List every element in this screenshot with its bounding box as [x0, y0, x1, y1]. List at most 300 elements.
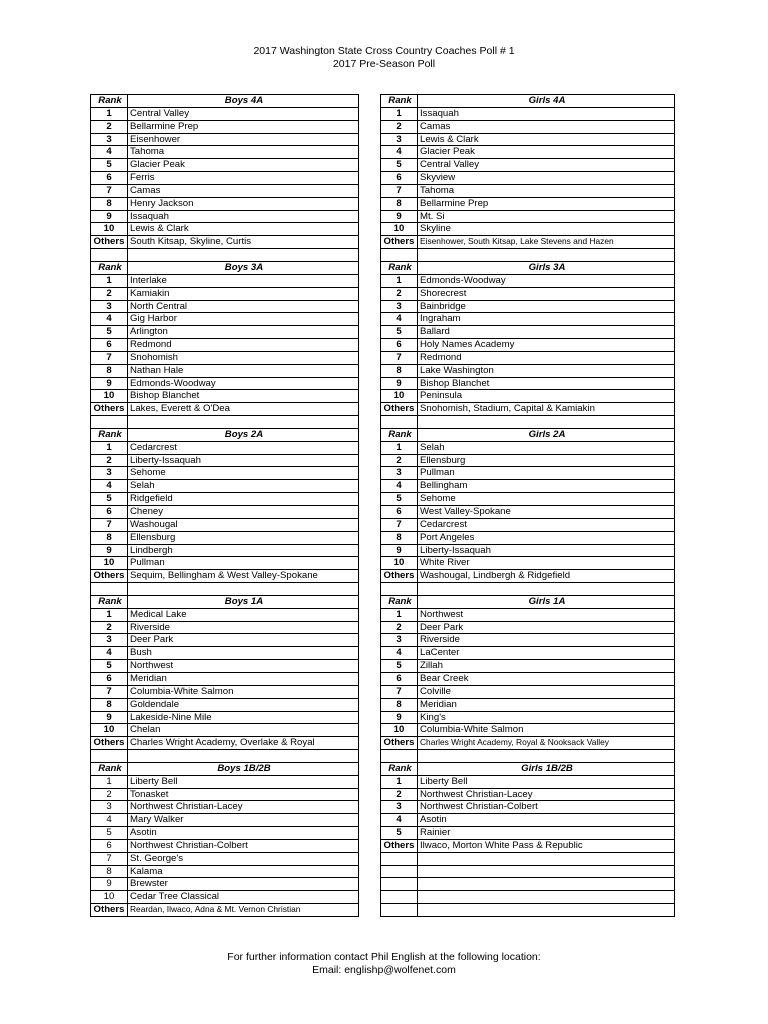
team-row	[91, 878, 359, 891]
team-row	[91, 608, 359, 621]
team-name: Lewis & Clark	[418, 133, 675, 146]
rank-number: 8	[91, 698, 128, 711]
rank-number: 10	[381, 223, 418, 236]
rank-number: 4	[91, 814, 128, 827]
others-teams: Snohomish, Stadium, Capital & Kamiakin	[418, 403, 675, 416]
rank-number: 5	[381, 159, 418, 172]
rank-number: 5	[381, 660, 418, 673]
team-row	[381, 531, 675, 544]
team-row	[381, 634, 675, 647]
others-label: Others	[381, 737, 418, 750]
team-row	[91, 634, 359, 647]
rank-number: 7	[91, 852, 128, 865]
team-name: Gig Harbor	[128, 313, 359, 326]
rank-number: 1	[381, 441, 418, 454]
team-row	[381, 197, 675, 210]
team-row	[91, 300, 359, 313]
section-spacer	[91, 249, 359, 262]
team-name: Riverside	[418, 634, 675, 647]
others-label: Others	[381, 839, 418, 852]
team-name: Chelan	[128, 724, 359, 737]
team-name: Central Valley	[418, 159, 675, 172]
others-teams: Ilwaco, Morton White Pass & Republic	[418, 839, 675, 852]
section-spacer	[381, 750, 675, 763]
rank-number: 7	[381, 685, 418, 698]
empty-row	[381, 891, 675, 904]
team-name: Peninsula	[418, 390, 675, 403]
team-row	[381, 300, 675, 313]
team-row	[91, 480, 359, 493]
team-row	[381, 223, 675, 236]
others-teams: Charles Wright Academy, Royal & Nooksack Valley	[418, 737, 675, 750]
rank-number: 4	[381, 647, 418, 660]
rank-number: 10	[91, 223, 128, 236]
rank-number: 4	[381, 146, 418, 159]
rank-number: 1	[381, 274, 418, 287]
rank-number: 6	[91, 339, 128, 352]
team-row	[381, 107, 675, 120]
team-name: Tonasket	[128, 788, 359, 801]
team-row	[381, 506, 675, 519]
rank-number: 10	[91, 724, 128, 737]
team-row	[381, 339, 675, 352]
others-label: Others	[91, 904, 128, 917]
rank-header: Rank	[91, 762, 128, 775]
rank-number: 6	[91, 672, 128, 685]
team-row	[91, 801, 359, 814]
team-name: Lewis & Clark	[128, 223, 359, 236]
others-teams: Eisenhower, South Kitsap, Lake Stevens and Hazen	[418, 236, 675, 249]
team-row	[381, 724, 675, 737]
division-title: Boys 1B/2B	[128, 762, 359, 775]
team-name: Bellarmine Prep	[128, 120, 359, 133]
others-row	[381, 236, 675, 249]
section-spacer	[91, 750, 359, 763]
team-row	[91, 544, 359, 557]
rank-number: 1	[381, 608, 418, 621]
rank-number: 7	[91, 685, 128, 698]
rank-number: 3	[381, 467, 418, 480]
team-row	[381, 326, 675, 339]
team-row	[381, 364, 675, 377]
team-name: Lindbergh	[128, 544, 359, 557]
team-row	[91, 172, 359, 185]
team-name: Deer Park	[128, 634, 359, 647]
team-name: Redmond	[128, 339, 359, 352]
rank-number: 6	[381, 506, 418, 519]
team-row	[91, 133, 359, 146]
team-row	[91, 557, 359, 570]
others-row	[381, 570, 675, 583]
team-name: Lake Washington	[418, 364, 675, 377]
team-row	[91, 865, 359, 878]
rank-number: 8	[91, 364, 128, 377]
team-name: Columbia-White Salmon	[128, 685, 359, 698]
division-title: Boys 4A	[128, 95, 359, 108]
rank-header: Rank	[381, 261, 418, 274]
team-name: Tahoma	[418, 184, 675, 197]
team-name: Northwest	[128, 660, 359, 673]
team-name: Henry Jackson	[128, 197, 359, 210]
team-row	[91, 814, 359, 827]
team-name: Redmond	[418, 351, 675, 364]
rank-number: 2	[91, 621, 128, 634]
others-row	[381, 737, 675, 750]
team-row	[91, 531, 359, 544]
division-title: Girls 2A	[418, 428, 675, 441]
section-header	[91, 95, 359, 108]
rank-header: Rank	[381, 595, 418, 608]
rank-number: 9	[381, 711, 418, 724]
team-row	[381, 685, 675, 698]
team-name: Issaquah	[128, 210, 359, 223]
team-name: Northwest Christian-Lacey	[418, 788, 675, 801]
team-row	[91, 621, 359, 634]
division-title: Boys 1A	[128, 595, 359, 608]
others-row	[381, 839, 675, 852]
rank-number: 3	[91, 133, 128, 146]
page-title: 2017 Washington State Cross Country Coaches Poll # 1	[253, 45, 515, 57]
rank-number: 5	[91, 159, 128, 172]
rank-number: 9	[91, 544, 128, 557]
rank-header: Rank	[381, 95, 418, 108]
team-name: Ferris	[128, 172, 359, 185]
team-name: Zillah	[418, 660, 675, 673]
section-header	[91, 428, 359, 441]
rank-number: 2	[91, 120, 128, 133]
team-name: Kalama	[128, 865, 359, 878]
team-name: Pullman	[128, 557, 359, 570]
team-name: Columbia-White Salmon	[418, 724, 675, 737]
team-row	[91, 493, 359, 506]
rank-number: 9	[381, 210, 418, 223]
team-row	[381, 184, 675, 197]
team-name: King's	[418, 711, 675, 724]
team-row	[91, 685, 359, 698]
rank-number: 5	[381, 493, 418, 506]
team-row	[381, 454, 675, 467]
rank-number: 8	[91, 197, 128, 210]
team-name: Camas	[418, 120, 675, 133]
team-name: Bishop Blanchet	[128, 390, 359, 403]
section-spacer	[381, 583, 675, 596]
team-name: Northwest Christian-Colbert	[128, 839, 359, 852]
section-spacer	[91, 583, 359, 596]
rank-number: 5	[91, 326, 128, 339]
section-header	[381, 762, 675, 775]
team-row	[91, 326, 359, 339]
team-row	[381, 441, 675, 454]
rank-number: 4	[91, 647, 128, 660]
rank-header: Rank	[91, 428, 128, 441]
section-spacer	[381, 249, 675, 262]
team-name: Medical Lake	[128, 608, 359, 621]
rank-number: 7	[91, 351, 128, 364]
team-row	[381, 557, 675, 570]
rank-number: 6	[91, 839, 128, 852]
team-name: White River	[418, 557, 675, 570]
others-label: Others	[91, 236, 128, 249]
team-name: Washougal	[128, 518, 359, 531]
rank-header: Rank	[381, 762, 418, 775]
team-row	[91, 724, 359, 737]
others-teams: Sequim, Bellingham & West Valley-Spokane	[128, 570, 359, 583]
others-label: Others	[91, 737, 128, 750]
team-row	[381, 133, 675, 146]
rank-number: 2	[381, 120, 418, 133]
team-row	[381, 660, 675, 673]
rank-number: 3	[381, 634, 418, 647]
division-title: Girls 1B/2B	[418, 762, 675, 775]
empty-row	[381, 852, 675, 865]
rank-number: 5	[91, 493, 128, 506]
rank-number: 8	[381, 197, 418, 210]
team-name: Mt. Si	[418, 210, 675, 223]
team-row	[381, 172, 675, 185]
boys-poll-table	[90, 94, 359, 917]
team-name: Liberty-Issaquah	[128, 454, 359, 467]
team-name: Ballard	[418, 326, 675, 339]
team-row	[381, 647, 675, 660]
rank-number: 9	[381, 544, 418, 557]
team-name: Brewster	[128, 878, 359, 891]
rank-number: 7	[381, 351, 418, 364]
rank-number: 3	[91, 801, 128, 814]
team-name: Rainier	[418, 827, 675, 840]
team-name: Liberty-Issaquah	[418, 544, 675, 557]
team-name: North Central	[128, 300, 359, 313]
team-row	[91, 672, 359, 685]
team-row	[381, 608, 675, 621]
team-name: Cedarcrest	[418, 518, 675, 531]
rank-number: 3	[381, 300, 418, 313]
rank-number: 1	[91, 441, 128, 454]
rank-number: 4	[91, 146, 128, 159]
team-row	[91, 120, 359, 133]
team-row	[381, 351, 675, 364]
team-name: Central Valley	[128, 107, 359, 120]
team-row	[91, 287, 359, 300]
team-name: Bishop Blanchet	[418, 377, 675, 390]
team-name: Ingraham	[418, 313, 675, 326]
section-spacer	[381, 416, 675, 429]
team-name: Ellensburg	[418, 454, 675, 467]
team-row	[381, 210, 675, 223]
team-row	[91, 891, 359, 904]
team-row	[381, 788, 675, 801]
rank-number: 10	[91, 557, 128, 570]
team-row	[91, 454, 359, 467]
rank-number: 3	[381, 801, 418, 814]
team-row	[381, 801, 675, 814]
rank-number: 8	[381, 698, 418, 711]
team-row	[381, 711, 675, 724]
rank-number: 9	[91, 210, 128, 223]
footer-email: Email: englishp@wolfenet.com	[312, 964, 456, 976]
others-label: Others	[91, 570, 128, 583]
rank-header: Rank	[381, 428, 418, 441]
division-title: Boys 2A	[128, 428, 359, 441]
team-row	[91, 159, 359, 172]
empty-row	[381, 865, 675, 878]
team-name: Liberty Bell	[128, 775, 359, 788]
rank-number: 1	[381, 107, 418, 120]
rank-number: 10	[91, 891, 128, 904]
team-row	[91, 827, 359, 840]
team-row	[381, 775, 675, 788]
rank-number: 2	[381, 621, 418, 634]
team-row	[91, 351, 359, 364]
others-teams: Reardan, Ilwaco, Adna & Mt. Vernon Christian	[128, 904, 359, 917]
rank-number: 4	[91, 313, 128, 326]
team-row	[381, 313, 675, 326]
team-row	[91, 506, 359, 519]
team-row	[381, 480, 675, 493]
team-row	[91, 146, 359, 159]
team-row	[381, 120, 675, 133]
rank-number: 6	[91, 506, 128, 519]
team-name: Bellingham	[418, 480, 675, 493]
others-teams: Lakes, Everett & O'Dea	[128, 403, 359, 416]
rank-number: 7	[91, 518, 128, 531]
rank-number: 4	[381, 814, 418, 827]
rank-number: 2	[381, 287, 418, 300]
team-name: Kamiakin	[128, 287, 359, 300]
rank-number: 6	[381, 339, 418, 352]
team-row	[381, 518, 675, 531]
team-row	[91, 107, 359, 120]
team-name: Mary Walker	[128, 814, 359, 827]
division-title: Girls 1A	[418, 595, 675, 608]
team-name: Ellensburg	[128, 531, 359, 544]
team-row	[91, 660, 359, 673]
division-title: Girls 3A	[418, 261, 675, 274]
rank-number: 2	[381, 788, 418, 801]
rank-header: Rank	[91, 261, 128, 274]
rank-number: 8	[381, 364, 418, 377]
rank-number: 9	[91, 878, 128, 891]
team-name: Ridgefield	[128, 493, 359, 506]
section-header	[91, 762, 359, 775]
team-name: Asotin	[418, 814, 675, 827]
rank-number: 3	[91, 467, 128, 480]
team-row	[381, 621, 675, 634]
rank-number: 5	[91, 827, 128, 840]
team-name: Eisenhower	[128, 133, 359, 146]
empty-row	[381, 904, 675, 917]
team-row	[381, 814, 675, 827]
team-row	[381, 377, 675, 390]
rank-number: 2	[381, 454, 418, 467]
team-row	[91, 698, 359, 711]
rank-number: 3	[91, 300, 128, 313]
rank-number: 7	[381, 518, 418, 531]
rank-number: 1	[91, 775, 128, 788]
rank-number: 2	[91, 788, 128, 801]
team-name: St. George's	[128, 852, 359, 865]
rank-number: 6	[381, 172, 418, 185]
team-name: Skyview	[418, 172, 675, 185]
page-subtitle: 2017 Pre-Season Poll	[332, 58, 436, 70]
team-name: Cedar Tree Classical	[128, 891, 359, 904]
rank-number: 5	[381, 827, 418, 840]
rank-number: 7	[381, 184, 418, 197]
section-header	[381, 95, 675, 108]
team-name: Northwest Christian-Lacey	[128, 801, 359, 814]
rank-number: 8	[91, 531, 128, 544]
others-label: Others	[381, 403, 418, 416]
team-name: Deer Park	[418, 621, 675, 634]
team-name: Holy Names Academy	[418, 339, 675, 352]
team-row	[91, 467, 359, 480]
division-title: Girls 4A	[418, 95, 675, 108]
team-name: West Valley-Spokane	[418, 506, 675, 519]
team-row	[381, 274, 675, 287]
team-row	[381, 827, 675, 840]
others-row	[91, 904, 359, 917]
team-name: Port Angeles	[418, 531, 675, 544]
rank-header: Rank	[91, 95, 128, 108]
rank-number: 2	[91, 454, 128, 467]
others-label: Others	[381, 570, 418, 583]
section-spacer	[91, 416, 359, 429]
rank-number: 10	[91, 390, 128, 403]
team-name: Issaquah	[418, 107, 675, 120]
rank-number: 1	[91, 107, 128, 120]
team-row	[91, 390, 359, 403]
team-name: Goldendale	[128, 698, 359, 711]
team-row	[91, 839, 359, 852]
section-header	[91, 595, 359, 608]
others-row	[381, 403, 675, 416]
team-row	[91, 223, 359, 236]
team-name: Cedarcrest	[128, 441, 359, 454]
girls-poll-table	[380, 94, 675, 917]
rank-number: 5	[381, 326, 418, 339]
team-name: Sehome	[418, 493, 675, 506]
rank-header: Rank	[91, 595, 128, 608]
rank-number: 9	[91, 377, 128, 390]
rank-number: 4	[381, 313, 418, 326]
team-name: Nathan Hale	[128, 364, 359, 377]
team-name: Edmonds-Woodway	[128, 377, 359, 390]
others-teams: Washougal, Lindbergh & Ridgefield	[418, 570, 675, 583]
others-teams: South Kitsap, Skyline, Curtis	[128, 236, 359, 249]
rank-number: 6	[381, 672, 418, 685]
team-name: Asotin	[128, 827, 359, 840]
others-row	[91, 570, 359, 583]
team-row	[91, 647, 359, 660]
team-name: Bellarmine Prep	[418, 197, 675, 210]
team-row	[91, 210, 359, 223]
rank-number: 4	[91, 480, 128, 493]
team-name: Shorecrest	[418, 287, 675, 300]
rank-number: 3	[381, 133, 418, 146]
team-row	[91, 274, 359, 287]
footer-contact: For further information contact Phil English at the following location:	[227, 951, 541, 963]
rank-number: 8	[91, 865, 128, 878]
rank-number: 8	[381, 531, 418, 544]
team-name: Lakeside-Nine Mile	[128, 711, 359, 724]
rank-number: 6	[91, 172, 128, 185]
team-row	[91, 364, 359, 377]
empty-row	[381, 878, 675, 891]
team-name: Northwest	[418, 608, 675, 621]
others-label: Others	[91, 403, 128, 416]
team-name: Bainbridge	[418, 300, 675, 313]
team-row	[91, 788, 359, 801]
team-row	[381, 544, 675, 557]
